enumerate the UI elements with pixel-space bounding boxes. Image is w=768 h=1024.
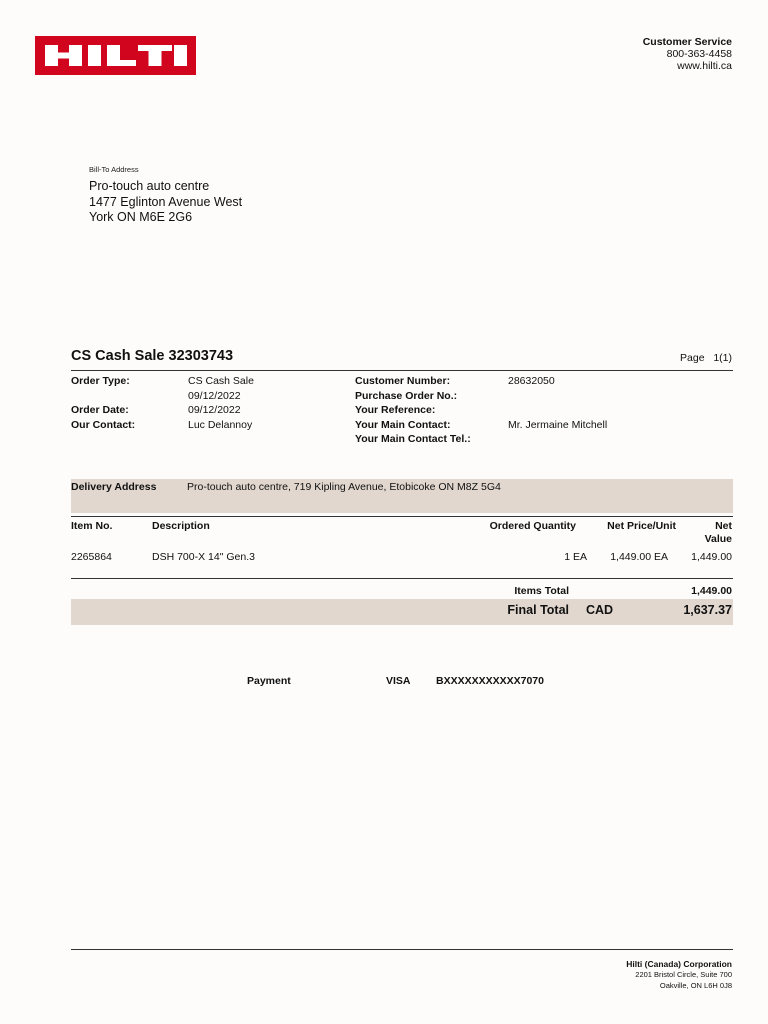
delivery-address-label: Delivery Address	[71, 481, 157, 493]
final-total-currency: CAD	[586, 603, 614, 617]
customer-service-phone[interactable]: 800-363-4458	[666, 48, 732, 60]
order-type-label: Order Type:	[71, 375, 130, 387]
customer-number-label: Customer Number:	[355, 375, 451, 387]
main-contact-tel-value	[508, 432, 607, 447]
final-total-value: 1,637.37	[683, 603, 732, 617]
bill-to-line: 1477 Eglinton Avenue West	[89, 194, 243, 209]
hilti-logo-wordmark	[35, 36, 196, 75]
order-type-date-value: 09/12/2022	[188, 389, 241, 402]
customer-service-website[interactable]: www.hilti.ca	[677, 60, 732, 72]
main-contact-tel-label: Your Main Contact Tel.:	[355, 433, 471, 445]
order-date-value: 09/12/2022	[188, 404, 241, 416]
order-type-value: CS Cash Sale	[188, 375, 254, 387]
order-date-label: Order Date:	[71, 404, 129, 416]
table-top-divider	[71, 516, 733, 517]
page-label: Page	[680, 352, 705, 364]
customer-service-title: Customer Service	[642, 36, 732, 48]
bill-to-address	[89, 179, 242, 226]
order-info-left-values	[188, 374, 254, 432]
table-row-net-price: 1,449.00 EA	[610, 551, 668, 563]
main-contact-label: Your Main Contact:	[355, 418, 451, 431]
footer-company-block	[626, 959, 732, 991]
final-total-label: Final Total	[507, 603, 569, 617]
footer-address-line: Oakville, ON L6H 0J8	[659, 981, 732, 990]
your-reference-value	[508, 403, 607, 418]
purchase-order-label: Purchase Order No.:	[355, 389, 458, 402]
column-header-description: Description	[152, 520, 210, 532]
payment-card-number: BXXXXXXXXXXX7070	[436, 675, 544, 687]
footer-company-name: Hilti (Canada) Corporation	[626, 959, 732, 969]
hilti-logo	[35, 36, 196, 75]
table-row-description: DSH 700-X 14" Gen.3	[152, 551, 255, 563]
column-header-item-no: Item No.	[71, 520, 113, 532]
bill-to-line: Pro-touch auto centre	[89, 179, 210, 193]
delivery-address-value: Pro-touch auto centre, 719 Kipling Avenue, Etobicoke ON M8Z 5G4	[187, 481, 501, 493]
payment-label: Payment	[247, 675, 291, 687]
table-row-net-value: 1,449.00	[691, 551, 732, 563]
table-row-item-no: 2265864	[71, 551, 112, 563]
column-header-net-value-line2: Value	[704, 533, 732, 545]
page-number: 1(1)	[713, 352, 732, 364]
order-info-right-labels	[355, 374, 471, 447]
column-header-net-value	[705, 520, 732, 546]
main-contact-value: Mr. Jermaine Mitchell	[508, 418, 608, 431]
document-title: CS Cash Sale 32303743	[71, 348, 234, 364]
your-reference-label: Your Reference:	[355, 404, 436, 416]
footer-divider	[71, 949, 733, 950]
customer-number-value: 28632050	[508, 375, 555, 387]
title-divider	[71, 370, 733, 371]
column-header-ordered-quantity: Ordered Quantity	[489, 520, 576, 532]
our-contact-value: Luc Delannoy	[188, 418, 253, 431]
purchase-order-value	[508, 389, 607, 404]
delivery-address-band	[71, 479, 733, 513]
order-info-spacer-label	[71, 389, 135, 404]
order-info-right-values	[508, 374, 607, 447]
page-info	[680, 352, 732, 364]
column-header-net-value-line1: Net	[715, 520, 732, 532]
items-total-value: 1,449.00	[691, 585, 732, 597]
bill-to-label: Bill-To Address	[89, 165, 139, 174]
column-header-net-price: Net Price/Unit	[607, 520, 676, 532]
footer-address-line: 2201 Bristol Circle, Suite 700	[635, 970, 732, 979]
payment-method: VISA	[386, 675, 411, 687]
customer-service-block	[643, 36, 732, 72]
bill-to-line: York ON M6E 2G6	[89, 210, 193, 224]
our-contact-label: Our Contact:	[71, 418, 136, 431]
final-total-band	[71, 599, 733, 625]
items-total-label: Items Total	[514, 585, 569, 597]
table-row-quantity: 1 EA	[564, 551, 587, 563]
order-info-left-labels	[71, 374, 135, 432]
table-bottom-divider	[71, 578, 733, 579]
